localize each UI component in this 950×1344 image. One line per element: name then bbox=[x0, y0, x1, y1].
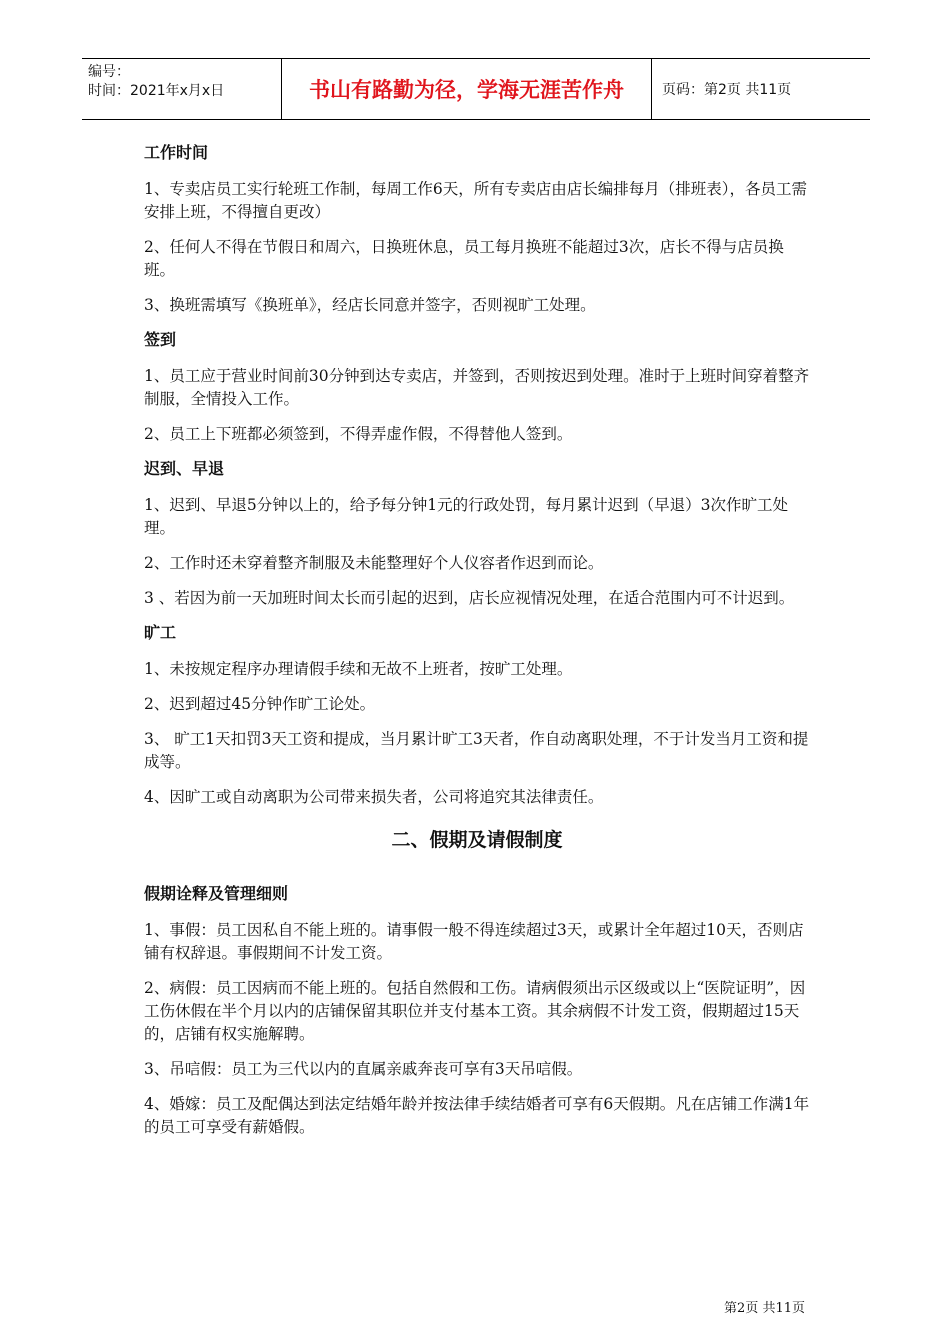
header-page-info: 页码：第2页 共11页 bbox=[662, 82, 792, 98]
paragraph: 3 、若因为前一天加班时间太长而引起的迟到，店长应视情况处理，在适合范围内可不计迟到。 bbox=[144, 589, 795, 607]
section-heading: 工作时间 bbox=[144, 143, 209, 162]
paragraph: 1、事假：员工因私自不能上班的。请事假一般不得连续超过3天，或累计全年超过10天，否则店铺有权辞退。事假期间不计发工资。 bbox=[144, 921, 804, 962]
paragraph: 3、 旷工1天扣罚3天工资和提成，当月累计旷工3天者，作自动离职处理，不于计发当月工资和提成等。 bbox=[144, 730, 809, 771]
paragraph: 3、换班需填写《换班单》，经店长同意并签字，否则视旷工处理。 bbox=[144, 296, 596, 314]
chapter-title: 二、假期及请假制度 bbox=[391, 829, 563, 851]
section-work-hours bbox=[144, 142, 810, 317]
document-body bbox=[144, 138, 810, 1151]
paragraph: 1、员工应于营业时间前30分钟到达专卖店，并签到，否则按迟到处理。准时于上班时间穿着整齐制服，全情投入工作。 bbox=[144, 367, 810, 408]
paragraph: 2、工作时还未穿着整齐制服及未能整理好个人仪容者作迟到而论。 bbox=[144, 554, 604, 572]
header-motto: 书山有路勤为径，学海无涯苦作舟 bbox=[282, 59, 652, 119]
section-late-early bbox=[144, 458, 810, 610]
paragraph: 4、婚嫁：员工及配偶达到法定结婚年龄并按法律手续结婚者可享有6天假期。凡在店铺工作满1年的员工可享受有薪婚假。 bbox=[144, 1095, 810, 1136]
paragraph: 1、未按规定程序办理请假手续和无故不上班者，按旷工处理。 bbox=[144, 660, 573, 678]
section-heading: 假期诠释及管理细则 bbox=[144, 884, 289, 903]
section-sign-in bbox=[144, 329, 810, 446]
document-date: 时间：2021年x月x日 bbox=[88, 83, 225, 99]
page-header bbox=[82, 58, 870, 120]
paragraph: 2、员工上下班都必须签到，不得弄虚作假，不得替他人签到。 bbox=[144, 425, 573, 443]
section-heading: 旷工 bbox=[144, 623, 177, 642]
paragraph: 3、吊唁假：员工为三代以内的直属亲戚奔丧可享有3天吊唁假。 bbox=[144, 1060, 583, 1078]
paragraph: 2、病假：员工因病而不能上班的。包括自然假和工伤。请病假须出示区级或以上“医院证明”，因工伤休假在半个月以内的店铺保留其职位并支付基本工资。其余病假不计发工资，假期超过15天的，店铺有权实施解聘。 bbox=[144, 979, 806, 1043]
paragraph: 4、因旷工或自动离职为公司带来损失者，公司将追究其法律责任。 bbox=[144, 788, 604, 806]
paragraph: 1、迟到、早退5分钟以上的，给予每分钟1元的行政处罚，每月累计迟到（早退）3次作旷工处理。 bbox=[144, 496, 788, 537]
paragraph: 2、任何人不得在节假日和周六，日换班休息，员工每月换班不能超过3次，店长不得与店员换班。 bbox=[144, 238, 784, 279]
section-absence bbox=[144, 622, 810, 809]
paragraph: 1、专卖店员工实行轮班工作制，每周工作6天，所有专卖店由店长编排每月（排班表），各员工需安排上班，不得擅自更改） bbox=[144, 180, 807, 221]
document-number-label: 编号： bbox=[88, 64, 130, 80]
section-heading: 迟到、早退 bbox=[144, 459, 225, 478]
section-heading: 签到 bbox=[144, 330, 177, 349]
paragraph: 2、迟到超过45分钟作旷工论处。 bbox=[144, 695, 376, 713]
section-leave-rules bbox=[144, 883, 810, 1139]
page-footer: 第2页 共11页 bbox=[724, 1301, 805, 1316]
header-meta bbox=[82, 59, 282, 119]
